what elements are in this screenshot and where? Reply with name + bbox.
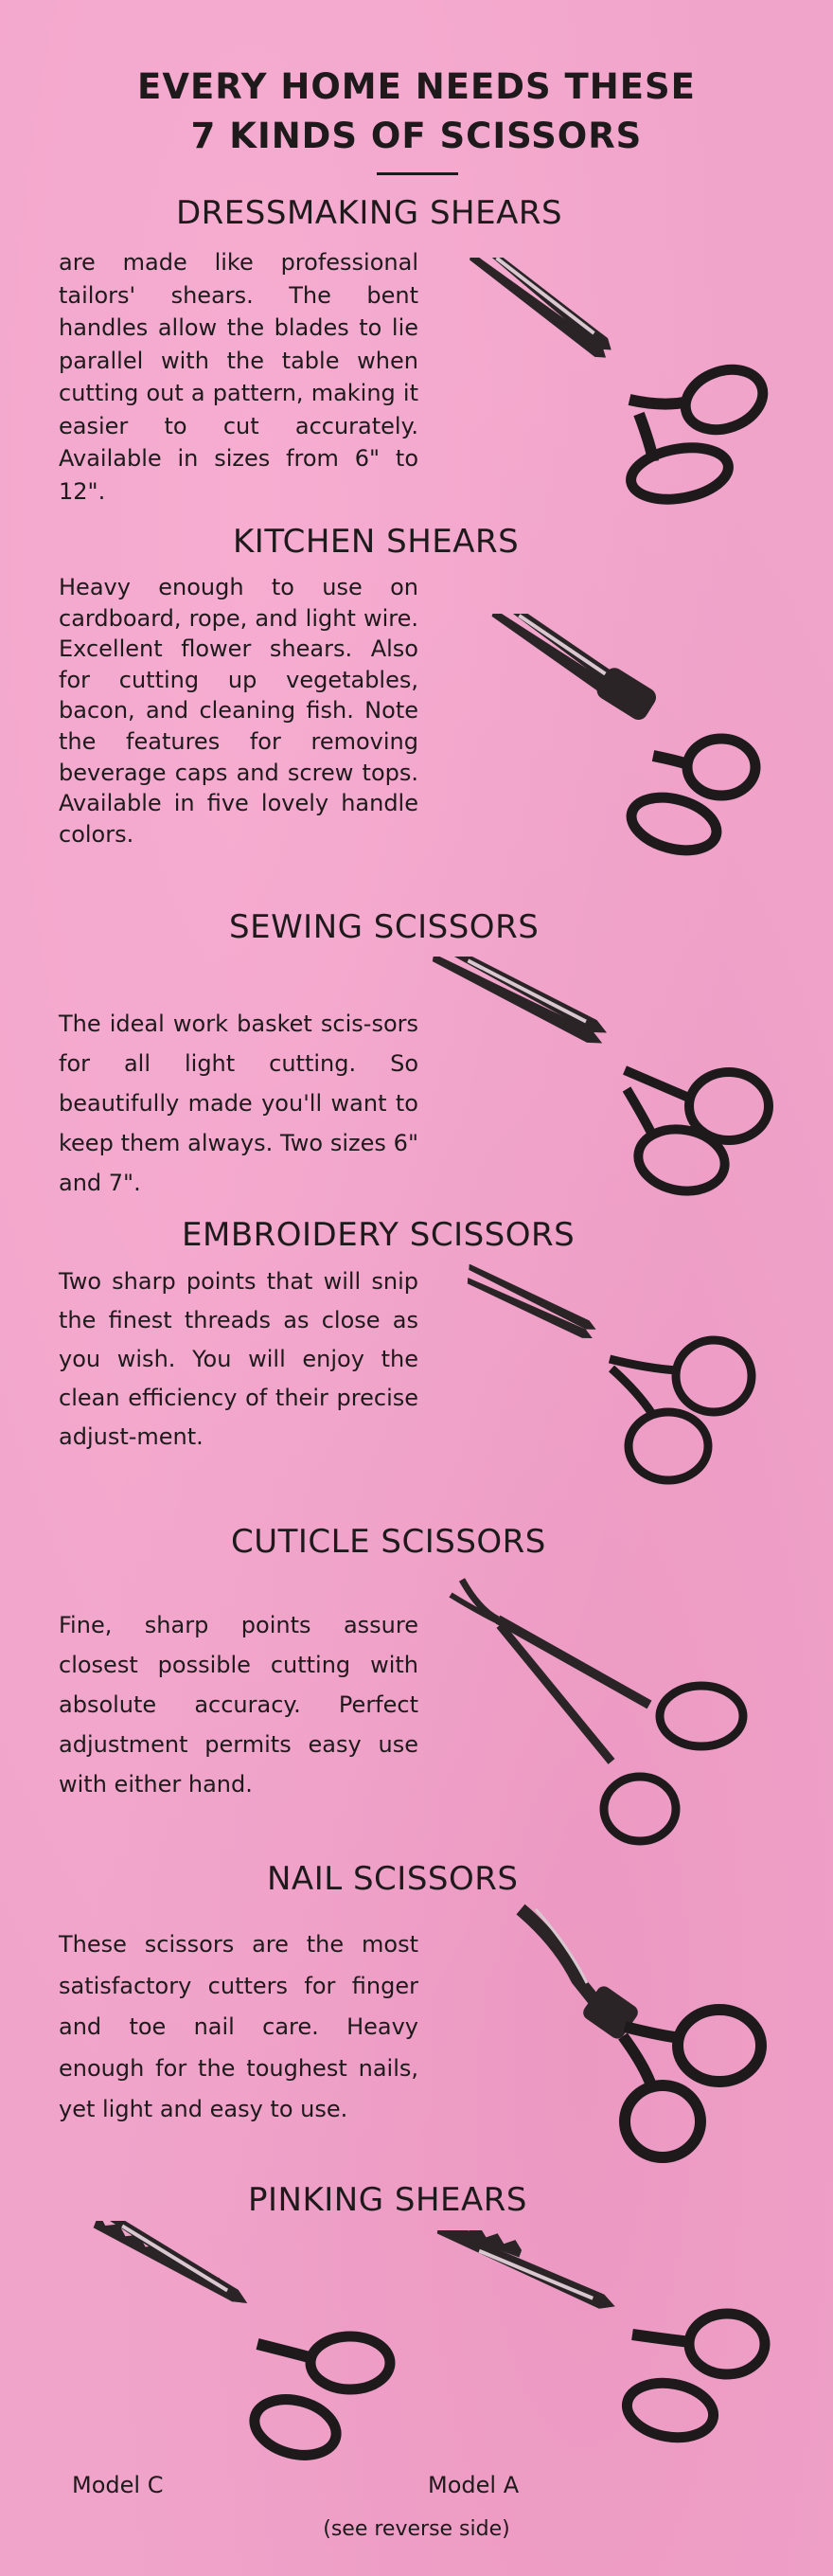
sewing-scissors-icon bbox=[407, 957, 776, 1205]
embroidery-scissors-icon bbox=[449, 1264, 771, 1501]
section-body-embroidery: Two sharp points that will snip the finest threads as close as you wish. You will enjoy the clean efficiency of their precise adjust-ment. bbox=[59, 1268, 418, 1450]
section-body-nail: These scissors are the most satisfactory cutters for finger and toe nail care. Heavy enough for the toughest nails, yet light and easy to use. bbox=[59, 1931, 418, 2122]
title-divider bbox=[377, 172, 458, 175]
section-heading-pinking: PINKING SHEARS bbox=[248, 2181, 527, 2219]
section-heading-dressmaking: DRESSMAKING SHEARS bbox=[176, 194, 563, 232]
nail-scissors-icon bbox=[511, 1904, 786, 2178]
section-heading-sewing: SEWING SCISSORS bbox=[229, 908, 540, 946]
page-title-line-2: 7 KINDS OF SCISSORS bbox=[190, 116, 643, 156]
dressmaking-shears-icon bbox=[435, 258, 776, 506]
section-heading-embroidery: EMBROIDERY SCISSORS bbox=[182, 1216, 576, 1254]
pinking-shears-model-a-icon bbox=[415, 2230, 774, 2467]
cuticle-scissors-icon bbox=[441, 1572, 782, 1856]
section-heading-nail: NAIL SCISSORS bbox=[267, 1860, 519, 1898]
section-body-dressmaking: are made like professional tailors' shears. The bent handles allow the blades to lie parallel with the table when cutting out a pattern, making it easier to cut accurately. Available in sizes from 6" to 12". bbox=[59, 249, 418, 505]
pinking-shears-model-c-icon bbox=[68, 2221, 399, 2467]
section-body-sewing: The ideal work basket scis-sors for all light cutting. So beautifully made you'll want to keep them always. Two sizes 6" and 7". bbox=[59, 1011, 418, 1196]
kitchen-shears-icon bbox=[464, 614, 776, 860]
section-heading-kitchen: KITCHEN SHEARS bbox=[233, 523, 520, 561]
page-title-line-1: EVERY HOME NEEDS THESE bbox=[137, 66, 696, 107]
section-body-cuticle: Fine, sharp points assure closest possible cutting with absolute accuracy. Perfect adjustment permits easy use with either hand. bbox=[59, 1612, 418, 1798]
model-a-label: Model A bbox=[428, 2472, 520, 2498]
section-heading-cuticle: CUTICLE SCISSORS bbox=[231, 1523, 546, 1561]
section-body-kitchen: Heavy enough to use on cardboard, rope, and light wire. Excellent flower shears. Also for cutting up vegetables, bacon, and cleaning fish. Note the features for removing beverage caps and screw tops. Available in five lovely handle colors. bbox=[59, 574, 418, 848]
model-c-label: Model C bbox=[72, 2472, 164, 2498]
footer-note: (see reverse side) bbox=[323, 2517, 510, 2541]
